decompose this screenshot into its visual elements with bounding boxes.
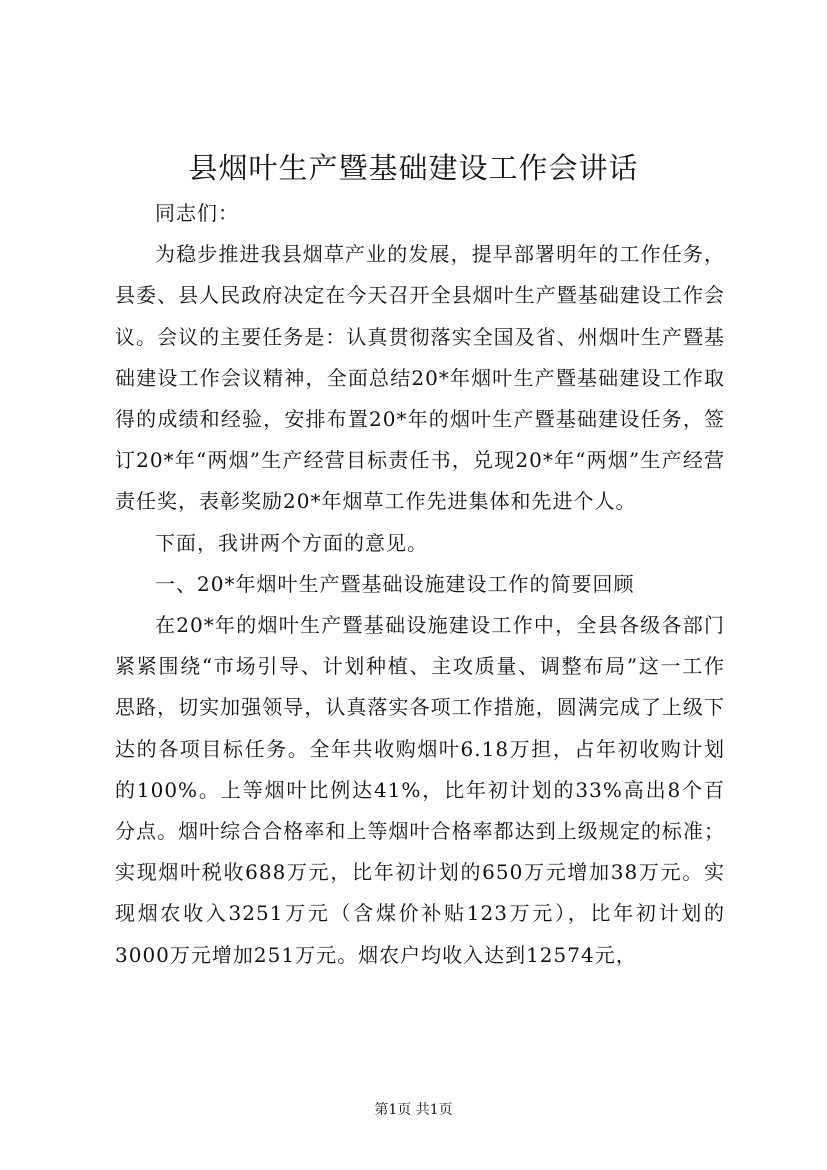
document-title: 县烟叶生产暨基础建设工作会讲话 — [188, 151, 639, 185]
page-footer: 第1页 共1页 — [374, 1102, 453, 1118]
document-body — [115, 193, 725, 976]
paragraph-intro: 为稳步推进我县烟草产业的发展，提早部署明年的工作任务，县委、县人民政府决定在今天召开全县烟叶生产暨基础建设工作会议。会议的主要任务是：认真贯彻落实全国及省、州烟叶生产暨基础建设工作会议精神，全面总结20*年烟叶生产暨基础建设工作取得的成绩和经验，安排布置20*年的烟叶生产暨基础建设任务，签订20*年“两烟”生产经营目标责任书，兑现20*年“两烟”生产经营责任奖，表彰奖励20*年烟草工作先进集体和先进个人。 — [115, 242, 725, 514]
greeting: 同志们： — [155, 201, 239, 225]
paragraph-review: 在20*年的烟叶生产暨基础设施建设工作中，全县各级各部门紧紧围绕“市场引导、计划种植、主攻质量、调整布局”这一工作思路，切实加强领导，认真落实各项工作措施，圆满完成了上级下达的各项目标任务。全年共收购烟叶6.18万担，占年初收购计划的100%。上等烟叶比例达41%，比年初计划的33%高出8个百分点。烟叶综合合格率和上等烟叶合格率都达到上级规定的标准；实现烟叶税收688万元，比年初计划的650万元增加38万元。实现烟农收入3251万元（含煤价补贴123万元），比年初计划的3000万元增加251万元。烟农户均收入达到12574元， — [115, 613, 725, 967]
paragraph-outline: 下面，我讲两个方面的意见。 — [155, 530, 428, 555]
section-heading-1: 一、20*年烟叶生产暨基础设施建设工作的简要回顾 — [155, 571, 635, 596]
